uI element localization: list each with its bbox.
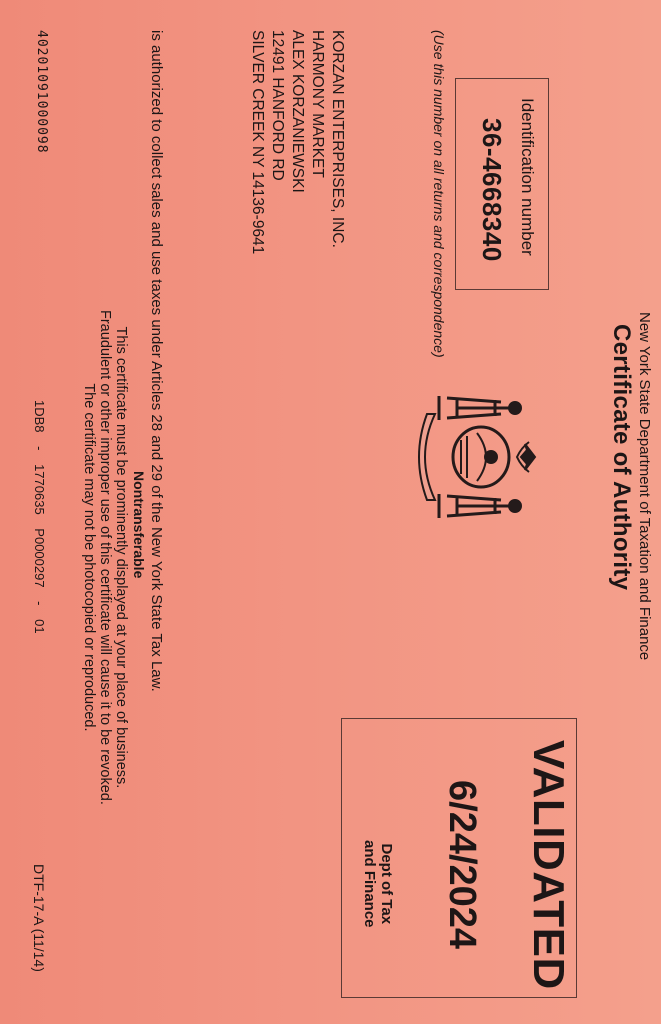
department-name: New York State Department of Taxation and Finance: [636, 312, 653, 661]
nontransferable-label: Nontransferable: [131, 471, 147, 579]
display-notice: This certificate must be prominently displayed at your place of business. Fraudulent or other improper use of this certificate will cause it to be revoked. The certificate may not be photocopied or reproduced.: [81, 310, 129, 805]
form-identifier: DTF-17-A (11/14): [31, 864, 47, 972]
identification-label: Identification number: [518, 98, 537, 256]
certificate-codes: 1DB8 - 1770635 P0000297 - 01: [32, 400, 47, 634]
authorization-statement: is authorized to collect sales and use taxes under Articles 28 and 29 of the New York State Tax Law.: [148, 30, 165, 692]
identification-note: (Use this number on all returns and correspondence): [431, 30, 447, 358]
validation-date: 6/24/2024: [441, 780, 483, 950]
validated-stamp: VALIDATED: [524, 740, 573, 990]
validation-dept: Dept of Tax and Finance: [361, 840, 395, 928]
certificate-title: Certificate of Authority: [608, 324, 635, 591]
business-address: KORZAN ENTERPRISES, INC. HARMONY MARKET ALEX KORZANIEWSKI 12491 HANFORD RD SILVER CREEK NY 14136-9641: [249, 30, 346, 255]
ny-state-seal-icon: [415, 386, 539, 528]
identification-number: 36-4668340: [477, 118, 507, 262]
control-number: 40201091000098: [34, 30, 49, 154]
